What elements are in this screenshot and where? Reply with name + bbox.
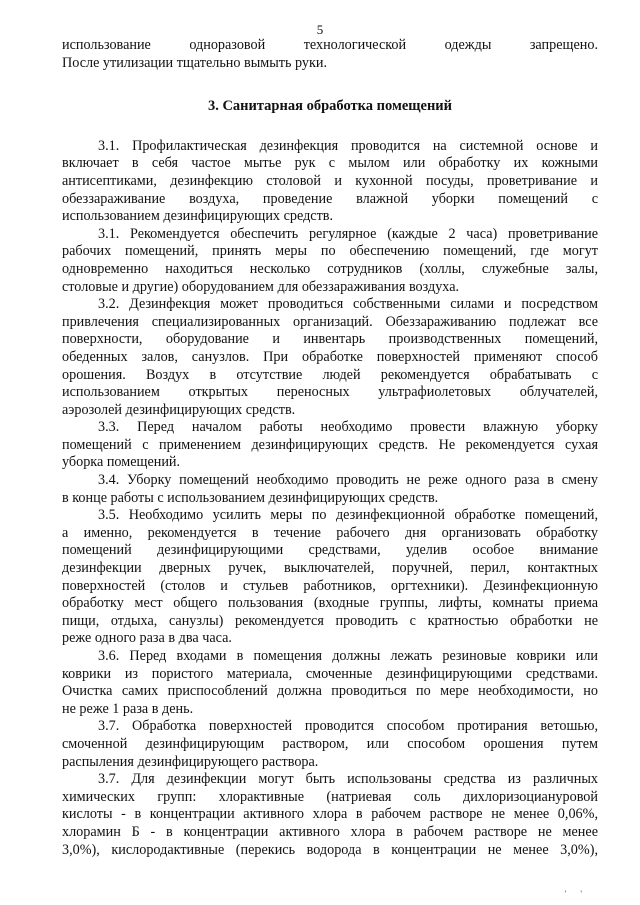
text-line: поверхностей (столов и стульев работников, оргтехники). Дезинфекционную: [62, 577, 598, 594]
paragraph-p3-2: [62, 296, 598, 419]
text-line: одновременно находиться несколько сотрудников (холлы, служебные залы,: [62, 260, 598, 277]
text-line: рабочих помещений, принять меры по обеспечению помещений, где могут: [62, 243, 598, 260]
text-line: пищи, отдыха, санузлы) рекомендуется проводить с кратностью обработки не: [62, 612, 598, 629]
text-line: привлечения специализированных организаций. Обеззараживанию подлежат все: [62, 313, 598, 330]
paragraph-p3-5: [62, 507, 598, 648]
text-line: обеззараживание воздуха, проведение влажной уборки помещений с: [62, 190, 598, 207]
text-line: уборка помещений.: [62, 454, 181, 471]
text-line: обработку мест общего пользования (входные группы, лифты, комнаты приема: [62, 595, 598, 612]
scan-mark: ' ': [564, 889, 588, 899]
paragraph-intro: [62, 37, 598, 72]
text-line: После утилизации тщательно вымыть руки.: [62, 54, 328, 71]
page-number: 5: [316, 22, 324, 37]
text-line: химических групп: хлорактивные (натриевая соль дихлоризоциануровой: [62, 788, 598, 805]
text-line: поверхности, оборудование и инвентарь производственных помещений,: [62, 331, 598, 348]
text-line: антисептиками, дезинфекцию столовой и кухонной посуды, проветривание и: [62, 172, 598, 189]
text-line: орошения. Воздух в отсутствие людей рекомендуется обрабатывать с: [62, 366, 598, 383]
text-line: столовые и другие) оборудованием для обеззараживания воздуха.: [62, 278, 460, 295]
text-line: 3.7. Для дезинфекции могут быть использованы средства из различных: [98, 771, 598, 788]
text-line: кислоты - в концентрации активного хлора в рабочем растворе не менее 0,06%,: [62, 806, 598, 823]
text-line: не реже 1 раза в день.: [62, 700, 194, 717]
text-line: 3.3. Перед началом работы необходимо провести влажную уборку: [98, 419, 598, 436]
paragraph-p3-6: [62, 648, 598, 718]
text-line: смоченной дезинфицирующим раствором, или способом орошения путем: [62, 735, 598, 752]
paragraph-p3-1a: [62, 138, 598, 226]
paragraph-p3-4: [62, 472, 598, 507]
text-line: обеденных залов, санузлов. При обработке поверхностей применяют способ: [62, 348, 598, 365]
text-line: 3.1. Рекомендуется обеспечить регулярное (каждые 2 часа) проветривание: [98, 225, 598, 242]
text-line: использование одноразовой технологической одежды запрещено.: [62, 37, 598, 53]
text-line: хлорамин Б - в концентрации активного хлора в рабочем растворе не менее: [62, 823, 598, 840]
paragraph-p3-7a: [62, 718, 598, 771]
text-line: помещений с применением дезинфицирующих средств. Не рекомендуется сухая: [62, 436, 598, 453]
text-line: 3.6. Перед входами в помещения должны лежать резиновые коврики или: [98, 648, 598, 664]
text-line: 3.2. Дезинфекция может проводиться собственными силами и посредством: [98, 296, 598, 313]
text-line: распыления дезинфицирующего раствора.: [62, 753, 319, 770]
text-line: использованием дезинфицирующих средств.: [62, 208, 334, 225]
paragraph-p3-3: [62, 419, 598, 472]
text-line: дезинфекции дверных ручек, выключателей, поручней, перил, контактных: [62, 560, 598, 577]
document-body: [62, 37, 598, 859]
text-line: включает в себя частое мытье рук с мылом или обработку их кожными: [62, 155, 598, 172]
text-line: а именно, рекомендуется в течение рабочего дня организовать обработку: [62, 524, 598, 541]
text-line: использованием открытых переносных ультрафиолетовых облучателей,: [62, 384, 598, 401]
text-line: 3.7. Обработка поверхностей проводится способом протирания ветошью,: [98, 718, 598, 735]
paragraph-p3-7b: [62, 771, 598, 859]
text-line: реже одного раза в два часа.: [62, 630, 232, 647]
text-line: 3.5. Необходимо усилить меры по дезинфекционной обработке помещений,: [98, 507, 598, 524]
text-line: Очистка самих приспособлений должна проводиться по мере необходимости, но: [62, 683, 598, 700]
text-line: аэрозолей дезинфицирующих средств.: [62, 401, 296, 418]
text-line: коврики из пористого материала, смоченные дезинфицирующими средствами.: [62, 665, 598, 682]
text-line: 3.1. Профилактическая дезинфекция проводится на системной основе и: [98, 137, 598, 154]
text-line: помещений дезинфицирующими средствами, уделив особое внимание: [62, 542, 598, 559]
text-line: в конце работы с использованием дезинфицирующих средств.: [62, 489, 439, 506]
text-line: 3,0%), кислородактивные (перекись водорода в концентрации не менее 3,0%),: [62, 841, 598, 858]
paragraph-p3-1b: [62, 226, 598, 296]
section-heading: 3. Санитарная обработка помещений: [207, 98, 453, 115]
text-line: 3.4. Уборку помещений необходимо проводить не реже одного раза в смену: [98, 472, 598, 489]
